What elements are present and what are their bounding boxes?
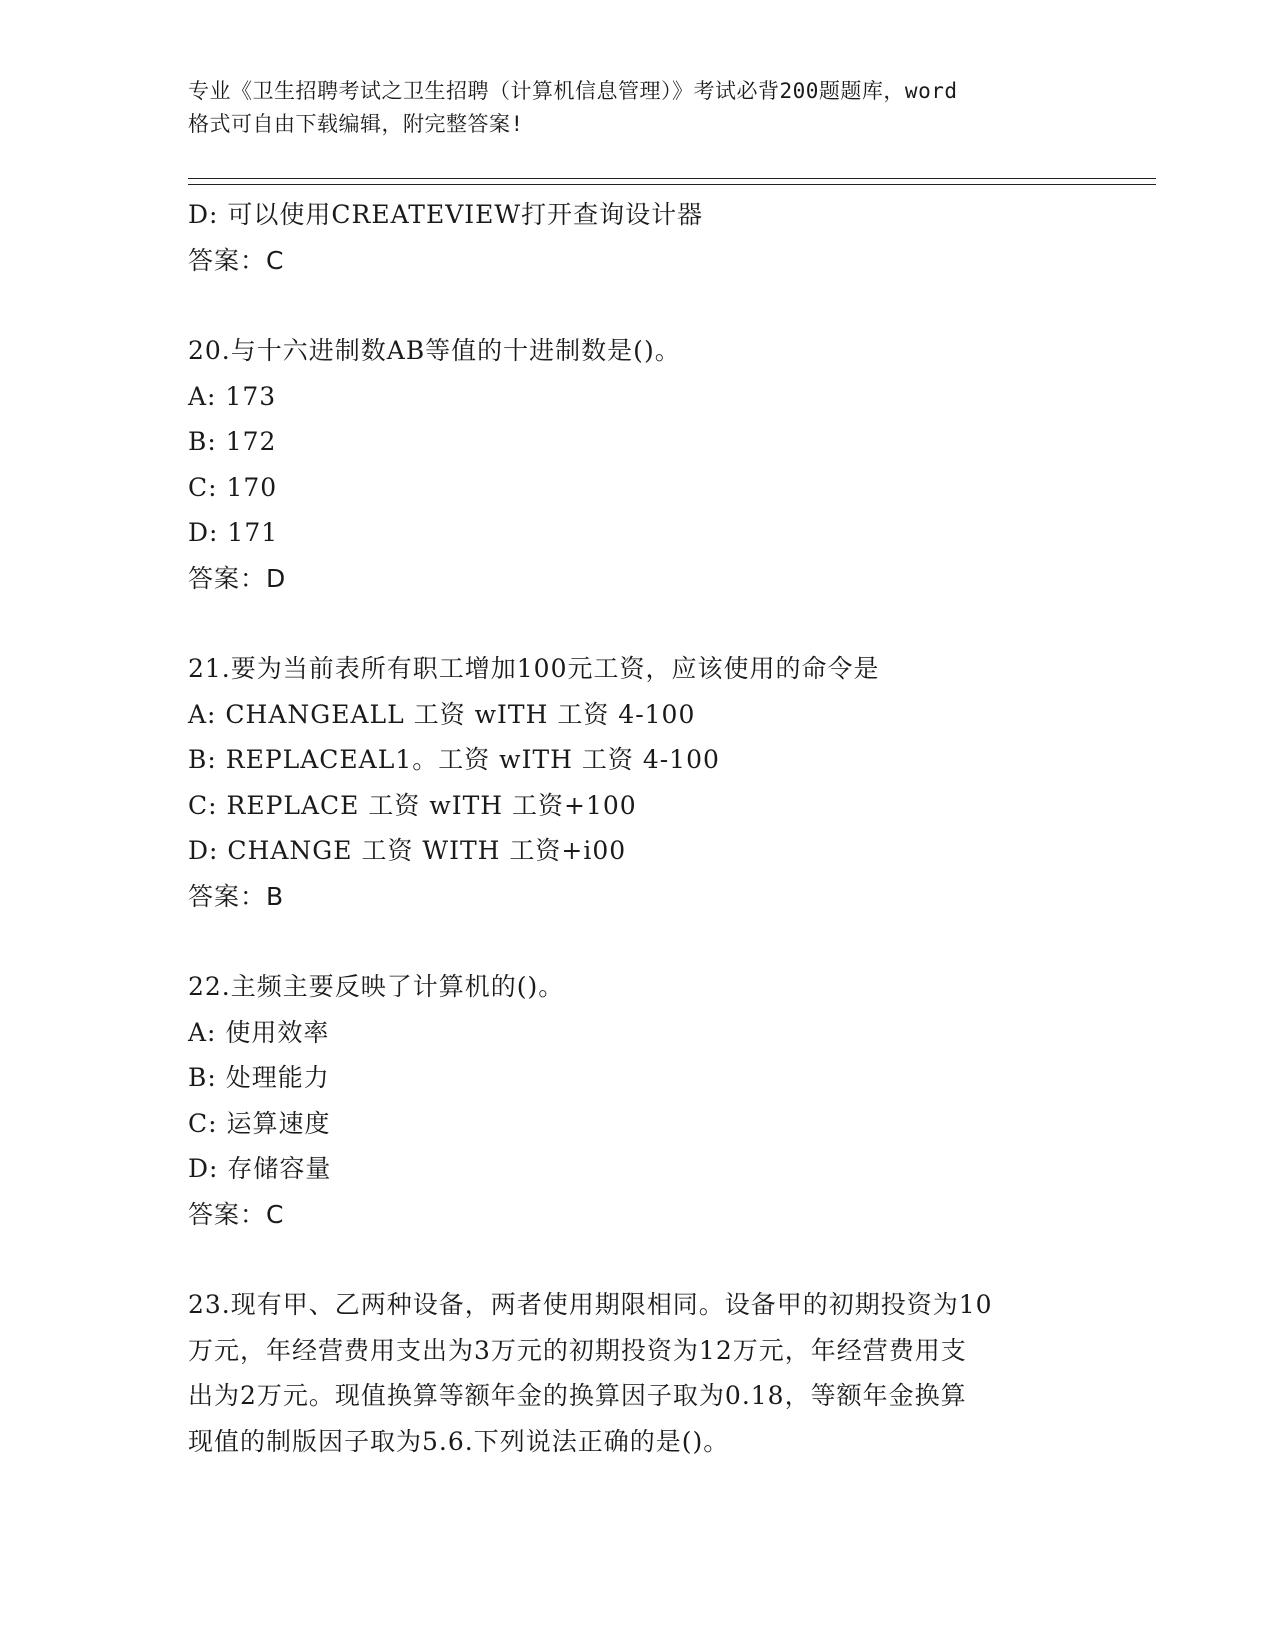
option-d: D: 存储容量 bbox=[188, 1154, 332, 1183]
prev-answer: 答案：C bbox=[188, 245, 285, 275]
question-stem-line-1: 23.现有甲、乙两种设备，两者使用期限相同。设备甲的初期投资为10 bbox=[188, 1290, 993, 1319]
header-line-1: 专业《卫生招聘考试之卫生招聘（计算机信息管理）》考试必背200题题库，word bbox=[188, 79, 958, 103]
answer: 答案：B bbox=[188, 881, 285, 911]
option-c: C: REPLACE 工资 wITH 工资+100 bbox=[188, 790, 637, 820]
question-23 bbox=[188, 1282, 1088, 1464]
option-b: B: 172 bbox=[188, 427, 277, 456]
header-divider-bottom bbox=[188, 184, 1156, 185]
option-a: A: 使用效率 bbox=[188, 1017, 330, 1047]
option-a: A: 173 bbox=[188, 381, 277, 411]
option-d: D: CHANGE 工资 WITH 工资+i00 bbox=[188, 836, 627, 865]
spacer bbox=[188, 601, 1088, 646]
question-stem: 21.要为当前表所有职工增加100元工资，应该使用的命令是 bbox=[188, 654, 880, 683]
question-stem-line-2: 万元，年经营费用支出为3万元的初期投资为12万元，年经营费用支 bbox=[188, 1335, 967, 1365]
question-stem: 20.与十六进制数AB等值的十进制数是()。 bbox=[188, 336, 681, 365]
spacer bbox=[188, 919, 1088, 964]
answer: 答案：C bbox=[188, 1199, 285, 1229]
answer: 答案：D bbox=[188, 563, 287, 593]
option-c: C: 170 bbox=[188, 472, 278, 502]
option-a: A: CHANGEALL 工资 wITH 工资 4-100 bbox=[188, 699, 696, 729]
question-20 bbox=[188, 328, 1088, 601]
question-21 bbox=[188, 646, 1088, 919]
option-c: C: 运算速度 bbox=[188, 1108, 331, 1138]
question-22 bbox=[188, 964, 1088, 1237]
header-line-2: 格式可自由下载编辑，附完整答案! bbox=[188, 112, 524, 136]
question-stem-line-4: 现值的制版因子取为5.6.下列说法正确的是()。 bbox=[188, 1426, 730, 1456]
spacer bbox=[188, 1237, 1088, 1282]
prev-option-d: D: 可以使用CREATEVIEW打开查询设计器 bbox=[188, 200, 704, 229]
document-body bbox=[188, 192, 1088, 1464]
document-header bbox=[188, 75, 1088, 141]
spacer bbox=[188, 283, 1088, 328]
option-d: D: 171 bbox=[188, 518, 279, 547]
header-divider-top bbox=[188, 178, 1156, 179]
option-b: B: 处理能力 bbox=[188, 1063, 330, 1092]
option-b: B: REPLACEAL1。工资 wITH 工资 4-100 bbox=[188, 745, 720, 774]
question-stem-line-3: 出为2万元。现值换算等额年金的换算因子取为0.18，等额年金换算 bbox=[188, 1381, 967, 1410]
question-stem: 22.主频主要反映了计算机的()。 bbox=[188, 972, 565, 1001]
